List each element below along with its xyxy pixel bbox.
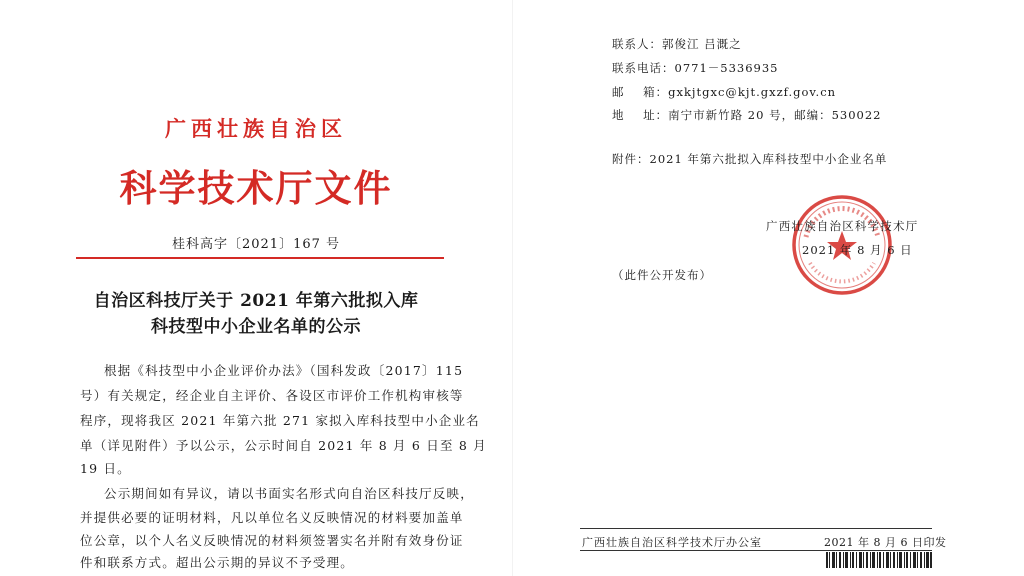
body-line: 单（详见附件）予以公示，公示时间自 2021 年 8 月 6 日至 8 月 xyxy=(80,438,487,453)
header-title: 科学技术厅文件 xyxy=(119,166,393,210)
contact-address: 地 址：南宁市新竹路 20 号，邮编：530022 xyxy=(612,108,882,122)
body-line: 位公章，以个人名义反映情况的材料须签署实名并附有效身份证 xyxy=(80,533,464,548)
document-number: 桂科高字〔2021〕167 号 xyxy=(171,237,341,252)
contact-email: 邮 箱：gxkjtgxc@kjt.gxzf.gov.cn xyxy=(612,85,837,99)
body-line: 件和联系方式。超出公示期的异议不予受理。 xyxy=(80,555,355,570)
body-line: 程序，现将我区 2021 年第六批 271 家拟入库科技型中小企业名 xyxy=(80,413,480,428)
issuer-name: 广西壮族自治区科学技术厅 xyxy=(766,219,919,233)
header-org: 广西壮族自治区 xyxy=(165,116,347,141)
public-release-note: （此件公开发布） xyxy=(612,268,712,282)
footer-office: 广西壮族自治区科学技术厅办公室 xyxy=(582,536,762,549)
red-divider xyxy=(76,257,444,259)
body-line: 号）有关规定，经企业自主评价、各设区市评价工作机构审核等 xyxy=(80,388,464,403)
signature-date: 2021 年 8 月 6 日 xyxy=(802,243,913,257)
body-line: 公示期间如有异议，请以书面实名形式向自治区科技厅反映， xyxy=(104,486,474,501)
footer-print-date: 2021 年 8 月 6 日印发 xyxy=(824,536,947,549)
footer-top-rule xyxy=(580,528,932,529)
document-title-line-1: 自治区科技厅关于 2021 年第六批拟入库 xyxy=(93,291,419,311)
attachment-line: 附件：2021 年第六批拟入库科技型中小企业名单 xyxy=(612,152,888,166)
contact-phone: 联系电话：0771－5336935 xyxy=(612,61,779,75)
footer-bottom-rule xyxy=(580,550,932,551)
body-line: 根据《科技型中小企业评价办法》（国科发政〔2017〕115 xyxy=(104,363,464,378)
contact-person: 联系人：郭俊江 吕溉之 xyxy=(612,37,742,51)
body-line: 19 日。 xyxy=(80,461,131,476)
document-title-line-2: 科技型中小企业名单的公示 xyxy=(151,317,361,337)
barcode-icon xyxy=(826,552,932,568)
body-line: 并提供必要的证明材料，凡以单位名义反映情况的材料要加盖单 xyxy=(80,510,464,525)
